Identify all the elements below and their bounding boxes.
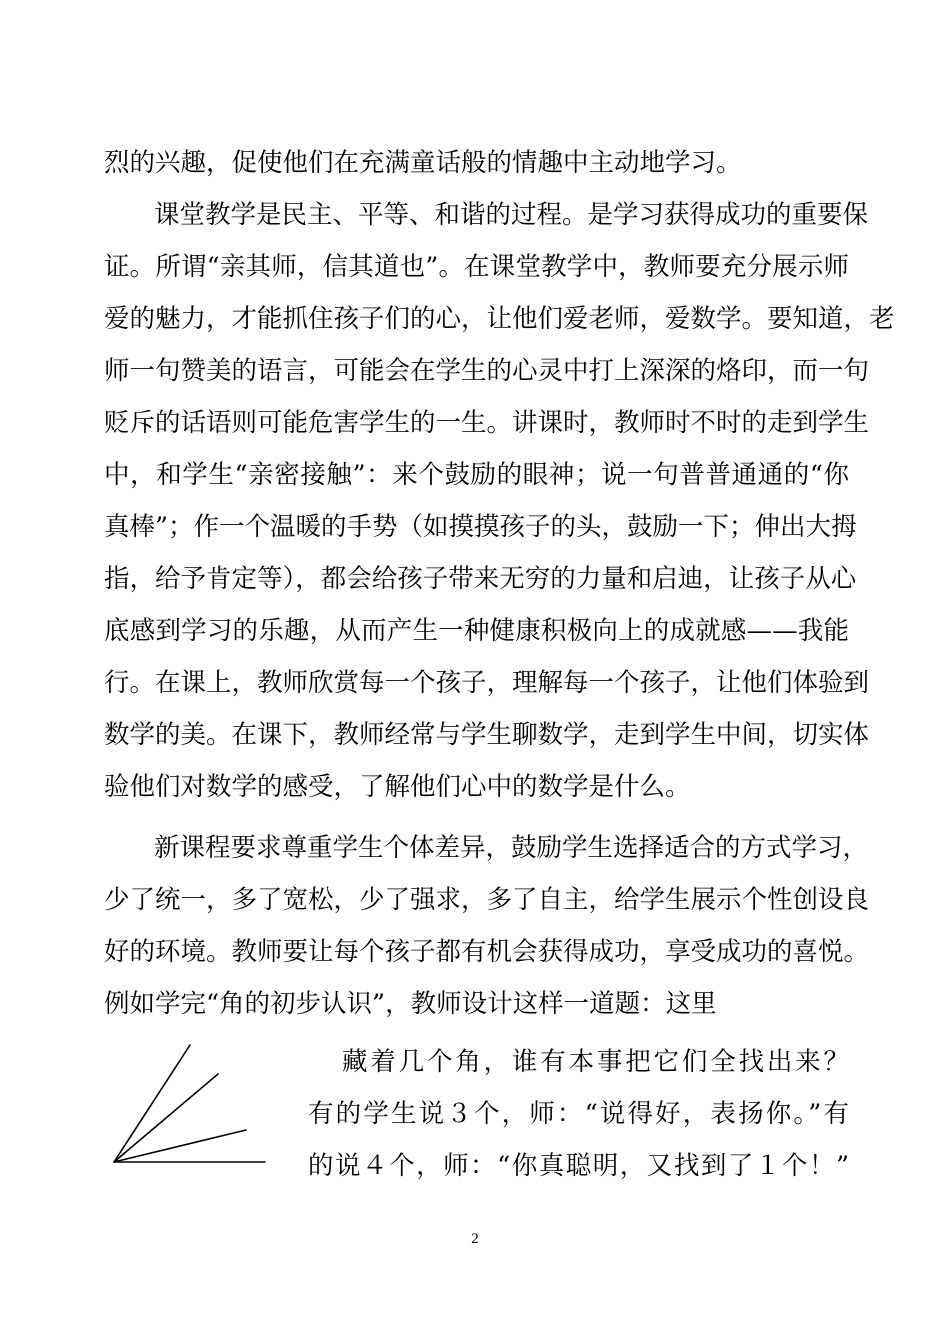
text-line: 藏着几个角，谁有本事把它们全找出来？: [342, 1047, 849, 1077]
text-line: 证。所谓“亲其师，信其道也”。在课堂教学中，教师要充分展示师: [104, 252, 849, 282]
text-line: 爱的魅力，才能抓住孩子们的心，让他们爱老师，爱数学。要知道，老: [104, 304, 895, 334]
text-line: 指，给予肯定等），都会给孩子带来无穷的力量和启迪，让孩子从心: [104, 564, 857, 594]
angles-figure: [104, 1040, 304, 1170]
text-line: 少了统一，多了宽松，少了强求，多了自主，给学生展示个性创设良: [104, 885, 870, 915]
text-line: 例如学完“角的初步认识”，教师设计这样一道题：这里: [104, 989, 717, 1019]
angle-ray: [114, 1045, 190, 1162]
page-number: 2: [471, 1231, 479, 1247]
text-line: 贬斥的话语则可能危害学生的一生。讲课时，教师时不时的走到学生: [104, 408, 870, 438]
text-line: 真棒”；作一个温暖的手势（如摸摸孩子的头，鼓励一下；伸出大拇: [104, 512, 857, 542]
text-line: 师一句赞美的语言，可能会在学生的心灵中打上深深的烙印，而一句: [104, 356, 870, 386]
text-line: 底感到学习的乐趣，从而产生一种健康积极向上的成就感——我能: [104, 616, 849, 646]
text-line: 有的学生说３个，师：“说得好，表扬你。”有: [308, 1099, 849, 1129]
text-line: 验他们对数学的感受，了解他们心中的数学是什么。: [104, 772, 691, 802]
text-line: 新课程要求尊重学生个体差异，鼓励学生选择适合的方式学习，: [154, 833, 869, 863]
text-line: 行。在课上，教师欣赏每一个孩子，理解每一个孩子，让他们体验到: [104, 668, 870, 698]
text-line: 烈的兴趣，促使他们在充满童话般的情趣中主动地学习。: [104, 148, 742, 178]
text-line: 好的环境。教师要让每个孩子都有机会获得成功，享受成功的喜悦。: [104, 937, 870, 967]
text-line: 中，和学生“亲密接触”：来个鼓励的眼神；说一句普普通通的“你: [104, 460, 849, 490]
text-line: 数学的美。在课下，教师经常与学生聊数学，走到学生中间，切实体: [104, 720, 870, 750]
text-line: 的说４个，师：“你真聪明，又找到了１个！”: [308, 1151, 849, 1181]
text-line: 课堂教学是民主、平等、和谐的过程。是学习获得成功的重要保: [154, 200, 869, 230]
